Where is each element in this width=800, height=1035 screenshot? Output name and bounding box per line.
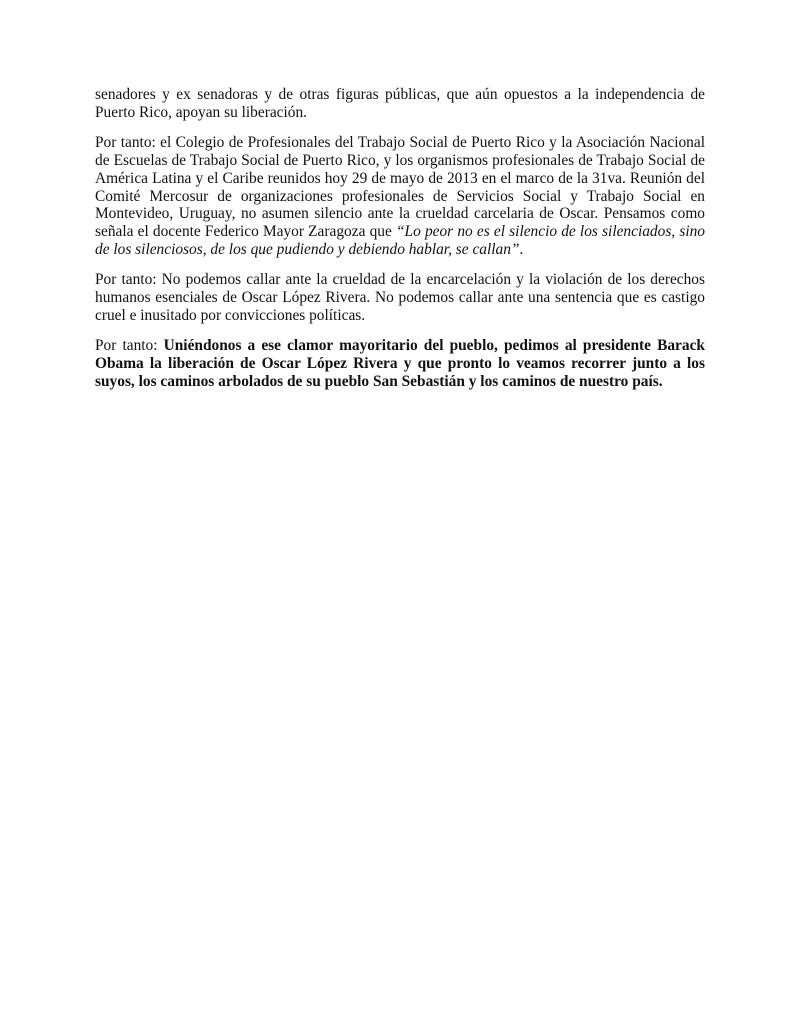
paragraph-2-quote: “Lo peor no es el silencio de los silenciados, sino de los silenciosos, de los que pudiendo y debiendo hablar, se callan” (95, 222, 705, 258)
document-page (95, 86, 705, 404)
paragraph-2 (95, 134, 705, 258)
paragraph-2-text: Por tanto: el Colegio de Profesionales del Trabajo Social de Puerto Rico y la Asociación Nacional de Escuelas de Trabajo Social de Puerto Rico, y los organismos profesionales de Trabajo Social de América Latina y el Caribe reunidos hoy 29 de mayo de 2013 en el marco de la 31va. Reunión del Comité Mercosur de organizaciones profesionales de Servicios Social y Trabajo Social en Montevideo, Uruguay, no asumen silencio ante la crueldad carcelaria de Oscar. Pensamos como señala el docente Federico Mayor Zaragoza que (95, 134, 705, 240)
paragraph-4-bold: Uniéndonos a ese clamor mayoritario del pueblo, pedimos al presidente Barack Obama la liberación de Oscar López Rivera y que pronto lo veamos recorrer junto a los suyos, los caminos arbolados de su pueblo San Sebastián y los caminos de nuestro país. (95, 337, 705, 390)
paragraph-4 (95, 337, 705, 390)
paragraph-1 (95, 86, 705, 121)
paragraph-4-lead: Por tanto: (95, 337, 164, 355)
paragraph-3-text: Por tanto: No podemos callar ante la crueldad de la encarcelación y la violación de los derechos humanos esenciales de Oscar López Rivera. No podemos callar ante una sentencia que es castigo cruel e inusitado por convicciones políticas. (95, 271, 705, 324)
paragraph-2-end: . (519, 240, 524, 258)
paragraph-3 (95, 271, 705, 324)
paragraph-1-text: senadores y ex senadoras y de otras figuras públicas, que aún opuestos a la independencia de Puerto Rico, apoyan su liberación. (95, 86, 705, 121)
